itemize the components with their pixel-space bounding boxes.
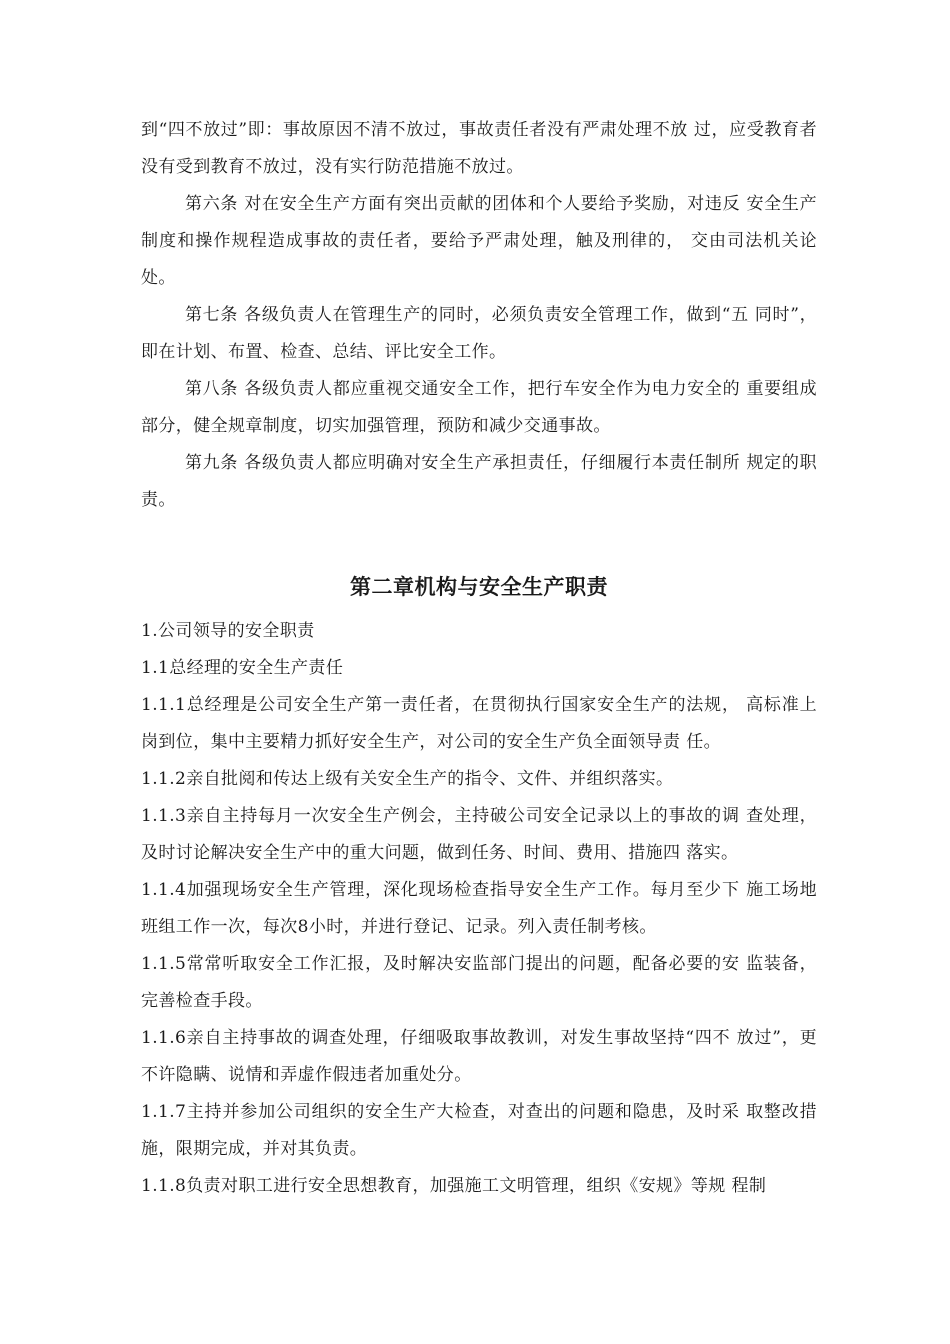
clause-1-1-1: 1.1.1总经理是公司安全生产第一责任者，在贯彻执行国家安全生产的法规， 高标准上岗到位，集中主要精力抓好安全生产，对公司的安全生产负全面领导责 任。: [141, 695, 817, 752]
document-page: [141, 112, 817, 1205]
paragraph-article-6: 第六条 对在安全生产方面有突出贡献的团体和个人要给予奖励，对违反 安全生产制度和操作规程造成事故的责任者，要给予严肃处理，触及刑律的， 交由司法机关论处。: [141, 194, 817, 288]
paragraph-article-7: 第七条 各级负责人在管理生产的同时，必须负责安全管理工作，做到“五 同时”，即在计划、布置、检查、总结、评比安全工作。: [141, 305, 817, 362]
paragraph-four-no-pass: 到“四不放过”即：事故原因不清不放过，事故责任者没有严肃处理不放 过，应受教育者没有受到教育不放过，没有实行防范措施不放过。: [141, 120, 817, 177]
clause-1-1-6: 1.1.6亲自主持事故的调查处理，仔细吸取事故教训，对发生事故坚持“四不 放过”，更不许隐瞒、说情和弄虚作假违者加重处分。: [141, 1028, 817, 1085]
clause-1-1-5: 1.1.5常常听取安全工作汇报，及时解决安监部门提出的问题，配备必要的安 监装备，完善检查手段。: [141, 954, 817, 1011]
clause-1-1-2: 1.1.2亲自批阅和传达上级有关安全生产的指令、文件、并组织落实。: [141, 769, 674, 789]
section-heading-leaders: 1.公司领导的安全职责: [141, 621, 315, 641]
paragraph-article-9: 第九条 各级负责人都应明确对安全生产承担责任，仔细履行本责任制所 规定的职责。: [141, 453, 817, 510]
clause-1-1-4: 1.1.4加强现场安全生产管理，深化现场检查指导安全生产工作。每月至少下 施工场地班组工作一次，每次8小时，并进行登记、记录。列入责任制考核。: [141, 880, 817, 937]
clause-1-1-7: 1.1.7主持并参加公司组织的安全生产大检查，对查出的问题和隐患，及时采 取整改措施，限期完成，并对其负责。: [141, 1102, 817, 1159]
clause-1-1-8: 1.1.8负责对职工进行安全思想教育，加强施工文明管理，组织《安规》等规 程制: [141, 1176, 767, 1196]
paragraph-article-8: 第八条 各级负责人都应重视交通安全工作，把行车安全作为电力安全的 重要组成部分，健全规章制度，切实加强管理，预防和减少交通事故。: [141, 379, 817, 436]
chapter-title: 第二章机构与安全生产职责: [350, 574, 608, 599]
clause-1-1-3: 1.1.3亲自主持每月一次安全生产例会，主持破公司安全记录以上的事故的调 查处理，及时讨论解决安全生产中的重大问题，做到任务、时间、费用、措施四 落实。: [141, 806, 817, 863]
section-heading-gm: 1.1总经理的安全生产责任: [141, 658, 344, 678]
